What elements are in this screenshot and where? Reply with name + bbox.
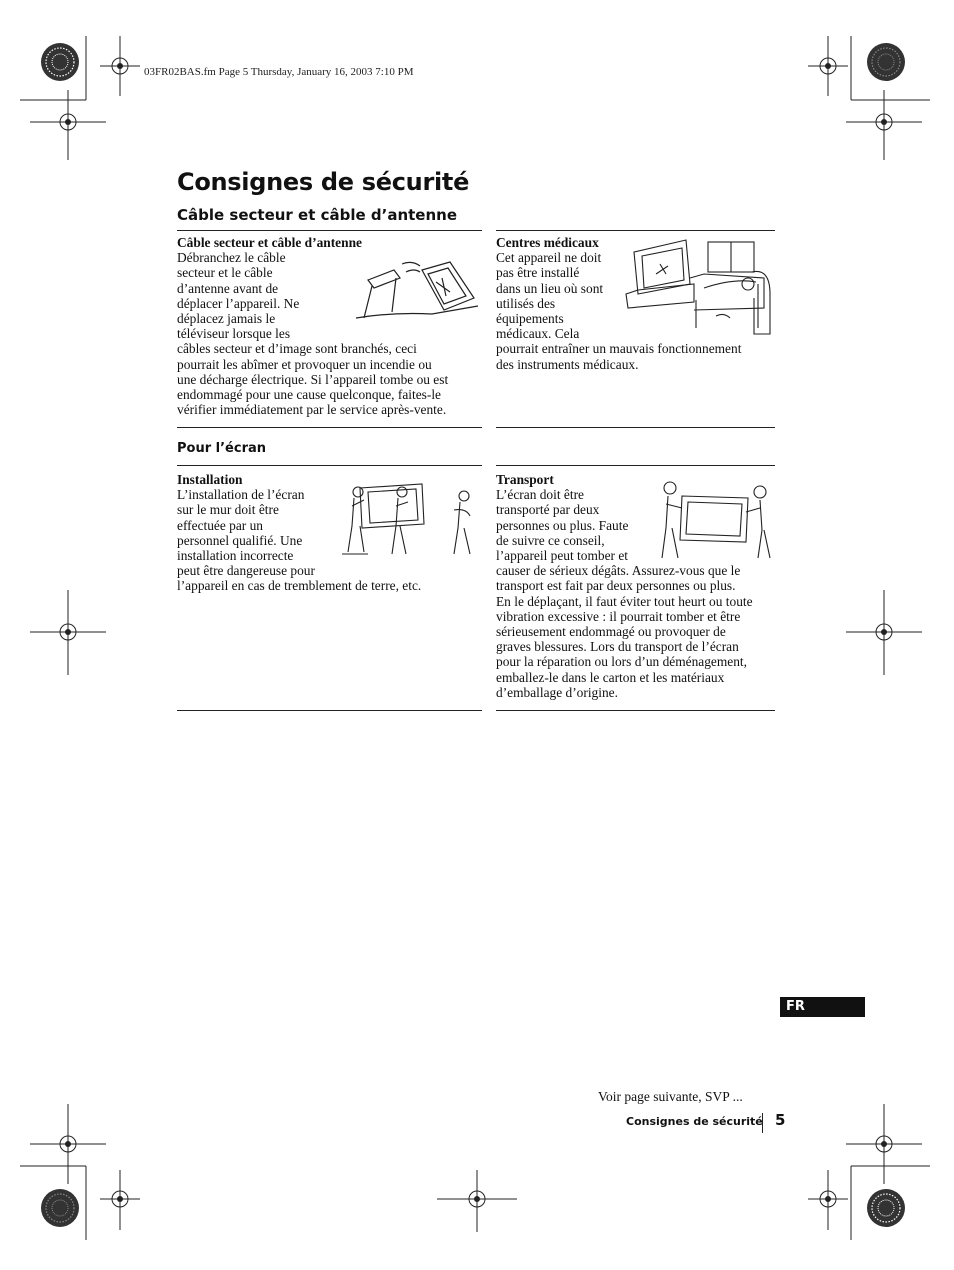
text-line: déplacez jamais le	[177, 311, 276, 327]
text-line: installation incorrecte	[177, 548, 294, 564]
page-title: Consignes de sécurité	[177, 168, 470, 196]
text-line: pour la réparation ou lors d’un déménagement,	[496, 654, 747, 670]
text-line: dans un lieu où sont	[496, 280, 604, 296]
section-heading: Installation	[177, 472, 243, 487]
rule-left-top	[177, 230, 482, 231]
language-tab: FR	[780, 997, 865, 1017]
text-line: pourrait les abîmer et provoquer un incendie ou	[177, 356, 432, 372]
text-line: L’écran doit être	[496, 487, 584, 503]
wall-installation-illustration	[340, 480, 480, 558]
text-line: peut être dangereuse pour	[177, 563, 315, 579]
text-line: une décharge électrique. Si l’appareil tombe ou est	[177, 371, 449, 387]
text-line: En le déplaçant, il faut éviter tout heurt ou toute	[496, 593, 753, 609]
text-line: Débranchez le câble	[177, 250, 286, 266]
rule-right-bottom	[496, 710, 775, 711]
hospital-illustration	[624, 238, 774, 338]
text-line: L’installation de l’écran	[177, 487, 305, 503]
subsection-title: Pour l’écran	[177, 441, 267, 456]
rule-left-sub	[177, 465, 482, 466]
text-line: endommagé pour une cause quelconque, faites-le	[177, 387, 441, 403]
text-line: équipements	[496, 311, 564, 327]
file-info-header: 03FR02BAS.fm Page 5 Thursday, January 16, 2003 7:10 PM	[144, 66, 414, 78]
text-line: causer de sérieux dégâts. Assurez-vous que le	[496, 563, 741, 579]
rule-right-mid	[496, 427, 775, 428]
text-line: l’appareil en cas de tremblement de terre, etc.	[177, 578, 422, 594]
text-line: sérieusement endommagé ou provoquer de	[496, 624, 726, 640]
text-line: personnes ou plus. Faute	[496, 517, 629, 533]
text-line: pas être installé	[496, 265, 580, 281]
text-line: transport est fait par deux personnes ou plus.	[496, 578, 736, 594]
text-line: d’antenne avant de	[177, 280, 279, 296]
section-heading: Transport	[496, 472, 554, 487]
page-number: 5	[775, 1111, 786, 1129]
falling-tv-illustration	[352, 256, 482, 328]
text-line: transporté par deux	[496, 502, 600, 518]
footer-section-name: Consignes de sécurité	[626, 1115, 763, 1128]
rule-left-bottom	[177, 710, 482, 711]
rule-left-mid	[177, 427, 482, 428]
footer-divider	[762, 1113, 763, 1133]
text-line: médicaux. Cela	[496, 326, 580, 342]
text-line: sur le mur doit être	[177, 502, 279, 518]
text-line: secteur et le câble	[177, 265, 273, 281]
rule-right-sub	[496, 465, 775, 466]
text-line: effectuée par un	[177, 517, 263, 533]
text-line: téléviseur lorsque les	[177, 326, 291, 342]
text-line: Cet appareil ne doit	[496, 250, 602, 266]
two-people-carrying-tv-illustration	[656, 478, 774, 562]
text-line: l’appareil peut tomber et	[496, 548, 628, 564]
text-line: vérifier immédiatement par le service après-vente.	[177, 402, 447, 418]
text-line: graves blessures. Lors du transport de l’écran	[496, 639, 739, 655]
text-line: personnel qualifié. Une	[177, 532, 303, 548]
page-subtitle: Câble secteur et câble d’antenne	[177, 206, 458, 224]
text-line: emballez-le dans le carton et les matériaux	[496, 669, 725, 685]
text-line: pourrait entraîner un mauvais fonctionnement	[496, 341, 742, 357]
section-heading: Centres médicaux	[496, 235, 599, 250]
text-line: des instruments médicaux.	[496, 356, 639, 372]
text-line: câbles secteur et d’image sont branchés, ceci	[177, 341, 417, 357]
text-line: vibration excessive : il pourrait tomber et être	[496, 608, 741, 624]
text-line: déplacer l’appareil. Ne	[177, 295, 300, 311]
section-heading: Câble secteur et câble d’antenne	[177, 235, 362, 250]
rule-right-top	[496, 230, 775, 231]
text-line: utilisés des	[496, 295, 556, 311]
text-line: d’emballage d’origine.	[496, 684, 618, 700]
text-line: de suivre ce conseil,	[496, 532, 605, 548]
continue-note: Voir page suivante, SVP ...	[598, 1089, 743, 1104]
